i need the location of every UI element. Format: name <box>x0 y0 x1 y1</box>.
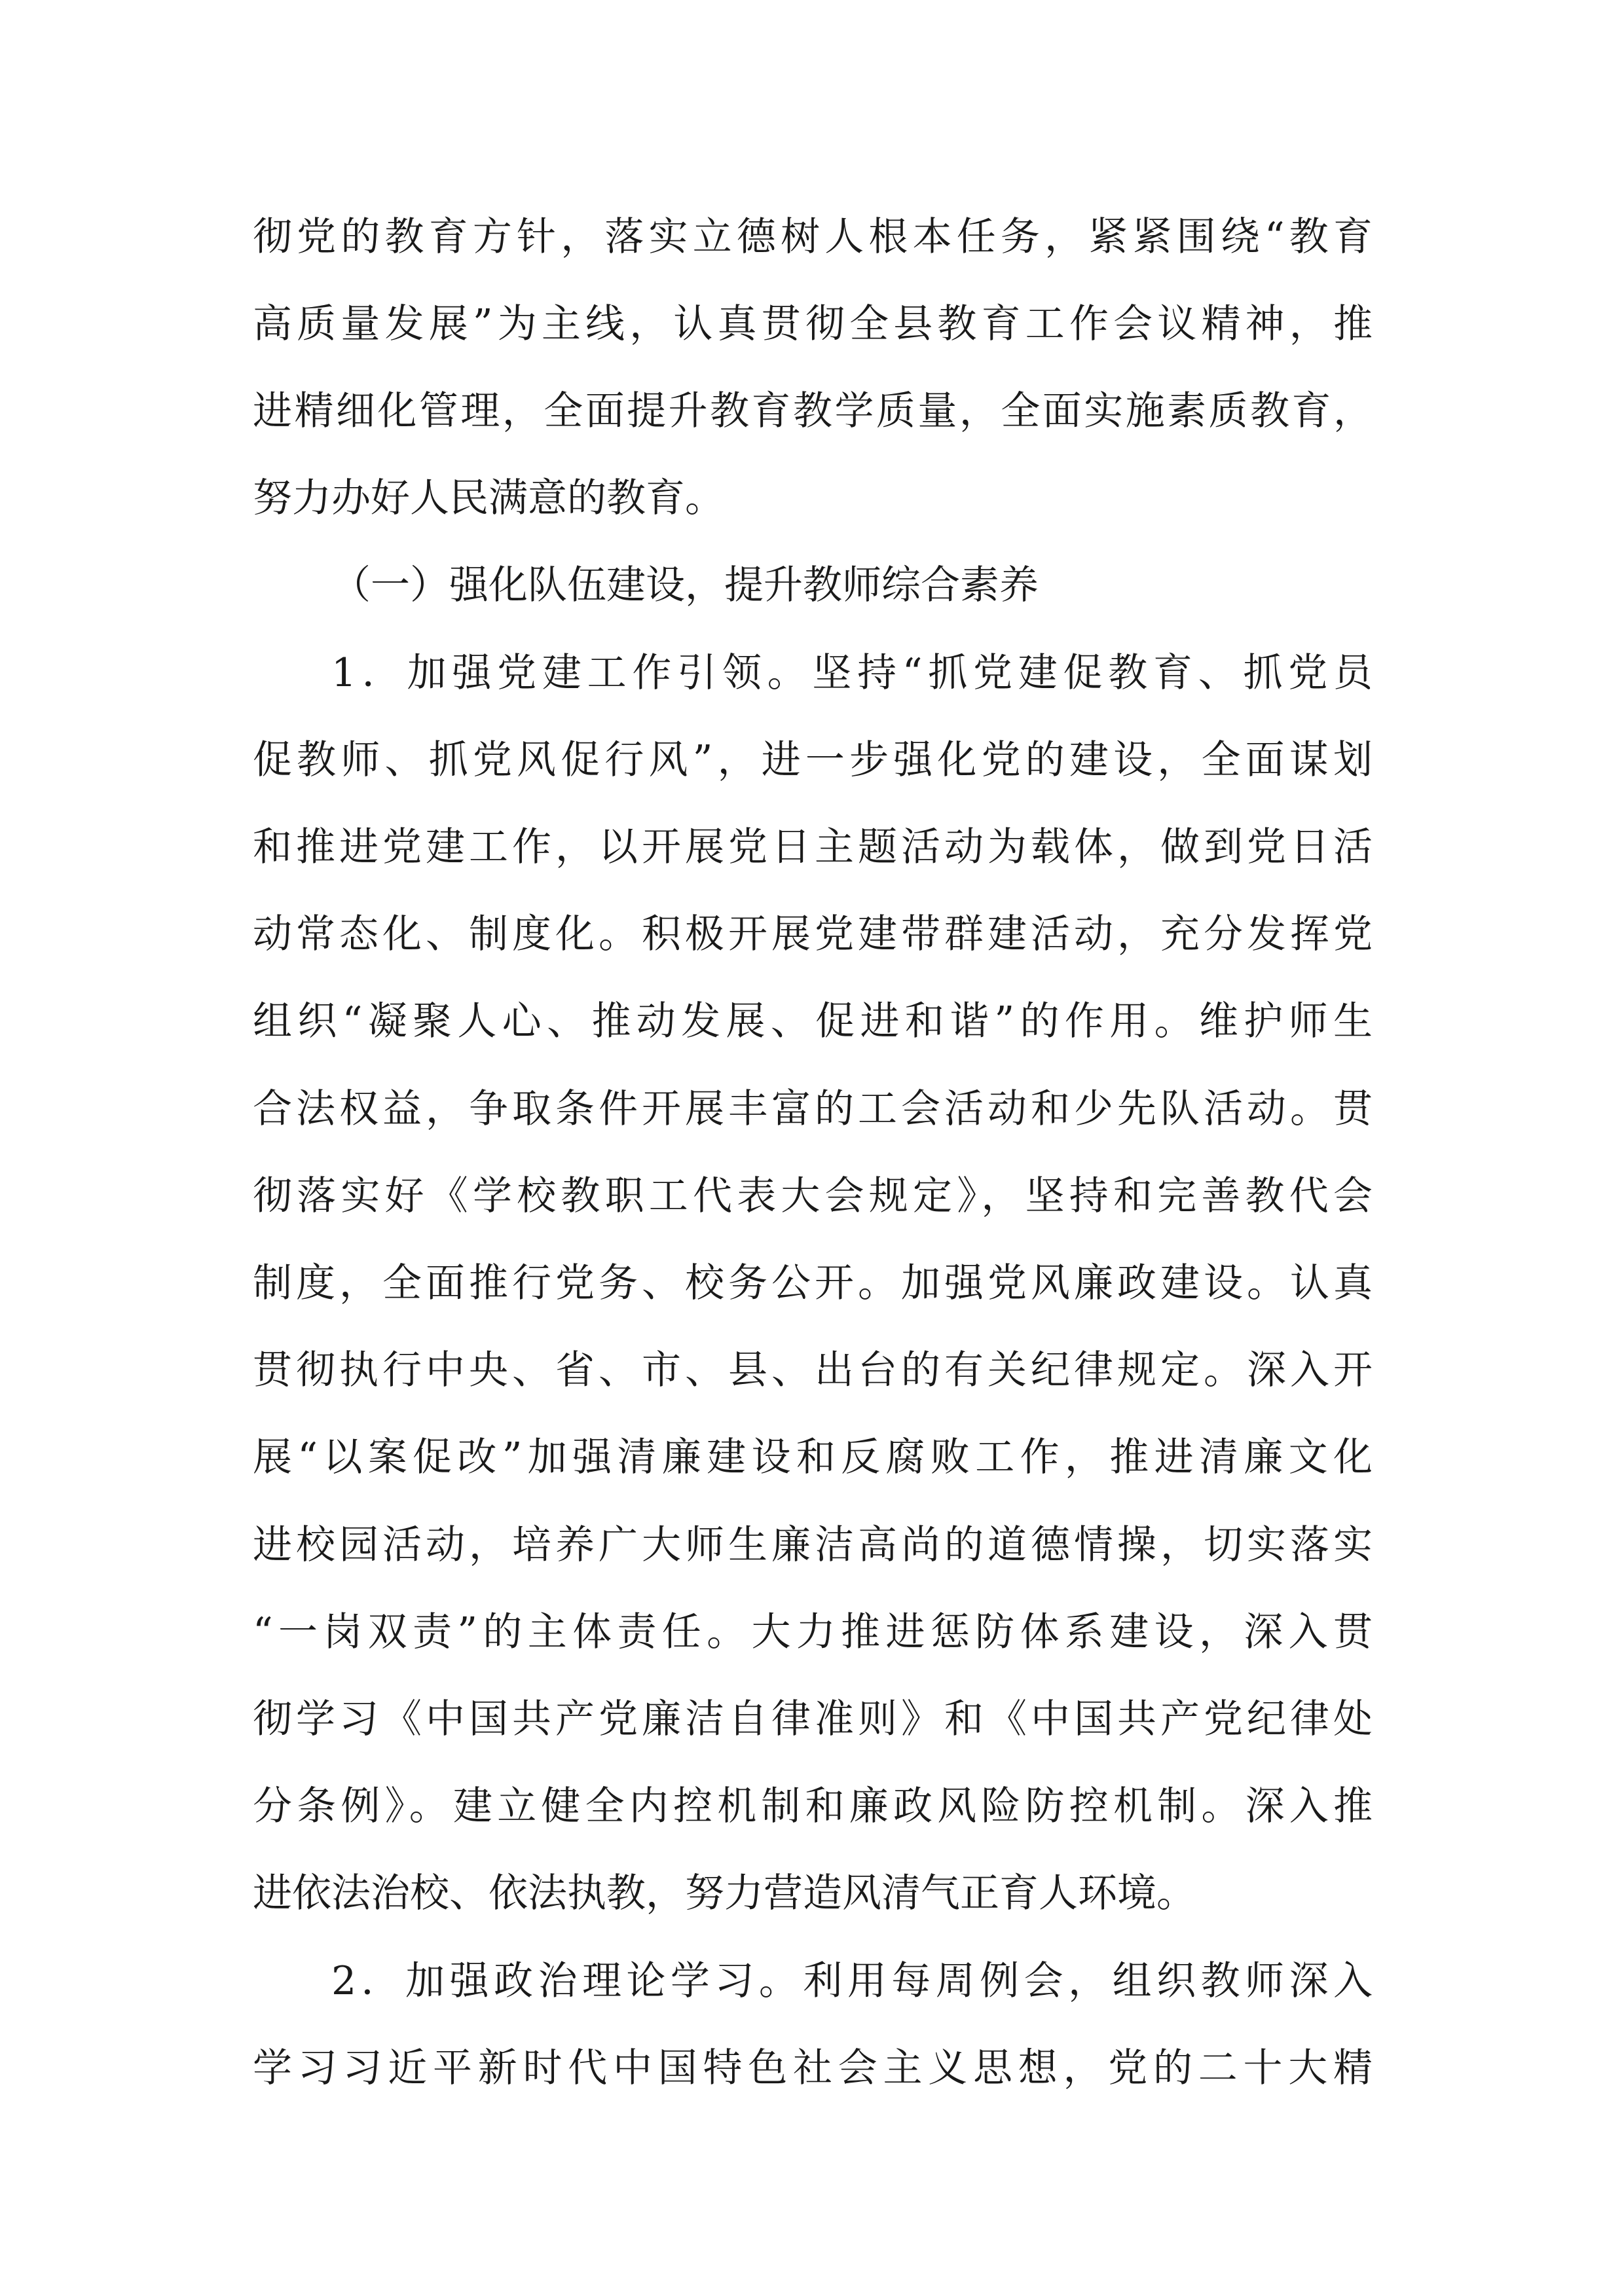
text-line: 彻学习《中国共产党廉洁自律准则》和《中国共产党纪律处 <box>253 1696 1373 1742</box>
text-line: 制度，全面推行党务、校务公开。加强党风廉政建设。认真 <box>253 1260 1373 1306</box>
text-line: 进校园活动，培养广大师生廉洁高尚的道德情操，切实落实 <box>253 1522 1373 1568</box>
text-line: 和推进党建工作，以开展党日主题活动为载体，做到党日活 <box>253 824 1373 870</box>
text-line: 合法权益，争取条件开展丰富的工会活动和少先队活动。贯 <box>253 1086 1373 1132</box>
section-heading: （一）强化队伍建设，提升教师综合素养 <box>331 562 1039 608</box>
text-line: 1．加强党建工作引领。坚持“抓党建促教育、抓党员 <box>331 650 1373 696</box>
text-line: 组织“凝聚人心、推动发展、促进和谐”的作用。维护师生 <box>253 998 1373 1044</box>
text-line: “一岗双责”的主体责任。大力推进惩防体系建设，深入贯 <box>253 1609 1373 1655</box>
text-line: 进依法治校、依法执教，努力营造风清气正育人环境。 <box>253 1870 1196 1916</box>
text-line: 学习习近平新时代中国特色社会主义思想，党的二十大精 <box>253 2045 1373 2091</box>
text-line: 2．加强政治理论学习。利用每周例会，组织教师深入 <box>331 1958 1373 2004</box>
text-line: 促教师、抓党风促行风”，进一步强化党的建设，全面谋划 <box>253 737 1373 783</box>
text-line: 展“以案促改”加强清廉建设和反腐败工作，推进清廉文化 <box>253 1434 1373 1480</box>
text-line: 高质量发展”为主线，认真贯彻全县教育工作会议精神，推 <box>253 301 1373 347</box>
text-line: 努力办好人民满意的教育。 <box>253 475 724 521</box>
text-line: 动常态化、制度化。积极开展党建带群建活动，充分发挥党 <box>253 911 1373 957</box>
text-line: 进精细化管理，全面提升教育教学质量，全面实施素质教育， <box>253 388 1373 434</box>
text-line: 彻落实好《学校教职工代表大会规定》，坚持和完善教代会 <box>253 1173 1373 1219</box>
text-line: 分条例》。建立健全内控机制和廉政风险防控机制。深入推 <box>253 1783 1373 1829</box>
text-line: 贯彻执行中央、省、市、县、出台的有关纪律规定。深入开 <box>253 1347 1373 1393</box>
text-line: 彻党的教育方针，落实立德树人根本任务，紧紧围绕“教育 <box>253 214 1373 260</box>
